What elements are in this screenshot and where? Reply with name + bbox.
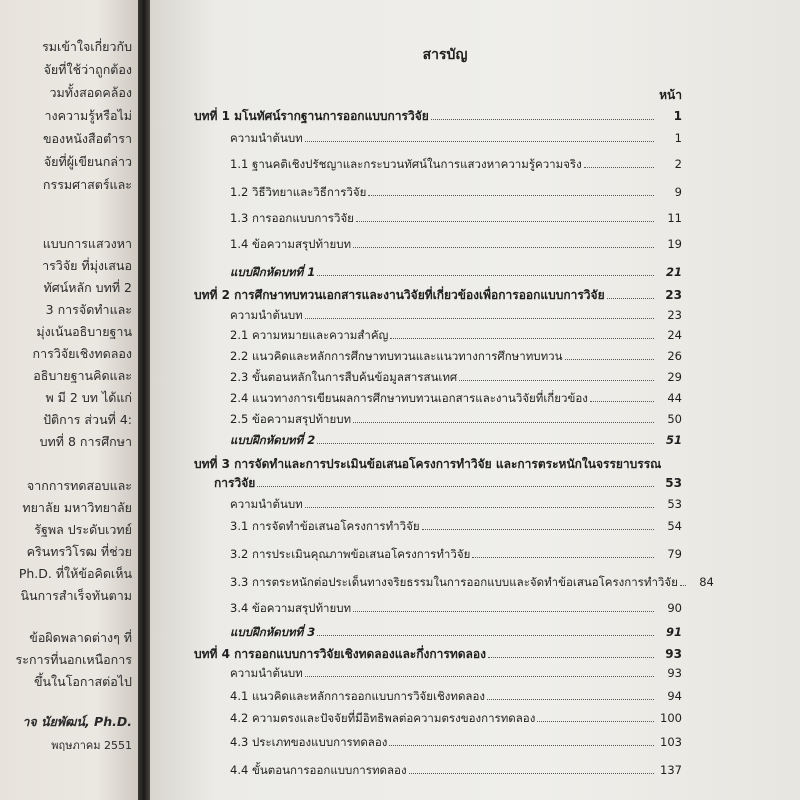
toc-item[interactable] [230,390,682,406]
left-text-line: รมเข้าใจเกี่ยวกับ [42,39,132,54]
page-title: สารบัญ [422,47,468,63]
toc-page-number: 19 [667,237,682,251]
toc-section-number: 2.3 [230,370,249,384]
toc-label [230,156,582,172]
toc-item[interactable] [230,307,682,323]
dot-leader [584,167,654,168]
dot-leader [537,721,654,722]
toc-label [230,496,303,512]
toc-item[interactable] [230,710,682,726]
toc-label [230,327,388,343]
toc-label-text: ความนำต้นบท [230,131,303,145]
toc-page-number: 1 [674,131,682,145]
dot-leader [607,298,654,299]
toc-label [230,184,366,200]
toc-label-text: แบบฝึกหัดบทที่ 2 [230,433,316,447]
toc-label-text: ข้อความสรุปท้ายบท [252,237,352,251]
toc-label-text: การออกแบบการวิจัย [252,211,354,225]
left-text-line: วมทั้งสอดคล้อง [49,85,132,100]
left-text-line: จัยที่ผู้เขียนกล่าว [43,154,132,169]
dot-leader [257,486,654,487]
left-text-line: ทยาลัย มหาวิทยาลัย [22,500,132,515]
left-text-line: แบบการแสวงหา [42,236,132,251]
toc-page-number: 11 [667,211,682,225]
toc-chapter-heading: บทที่ 3 การจัดทำและการประเมินข้อเสนอโครงการทำวิจัย และการตระหนักในจรรยาบรรณ [194,457,662,471]
toc-page-number: 23 [667,308,682,322]
toc-item[interactable] [230,762,682,778]
left-text-line: ารวิจัย ที่มุ่งเสนอ [42,258,132,273]
left-text-line: ขึ้นในโอกาสต่อไป [33,674,132,689]
toc-page-number: 100 [660,711,682,725]
left-text-line: รัฐพล ประดับเวทย์ [34,522,132,537]
toc-chapter-heading[interactable] [214,475,682,491]
toc-label-text: บทที่ 4 การออกแบบการวิจัยเชิงทดลองและกึ่งการทดลอง [194,647,486,661]
toc-label-text: การตระหนักต่อประเด็นทางจริยธรรมในการออกแบบและจัดทำข้อเสนอโครงการทำวิจัย [252,575,678,589]
toc-label [230,574,678,590]
toc-label-text: ความหมายและความสำคัญ [252,328,389,342]
left-text-line: พ มี 2 บท ได้แก่ [45,390,132,405]
toc-page-number: 93 [667,666,682,680]
toc-page-number: 53 [667,497,682,511]
left-text-line: ของหนังสือตำรา [42,131,132,146]
dot-leader [305,507,654,508]
dot-leader [353,247,654,248]
toc-page-number: 90 [667,601,682,615]
toc-section-number: 3.3 [230,575,249,589]
book-gutter [138,0,150,800]
left-text-line: ปัติการ ส่วนที่ 4: [43,412,132,427]
toc-label-text: แนวคิดและหลักการออกแบบการวิจัยเชิงทดลอง [252,689,486,703]
toc-item[interactable] [230,600,682,616]
toc-label-text: การประเมินคุณภาพข้อเสนอโครงการทำวิจัย [252,547,471,561]
toc-item[interactable] [230,236,682,252]
toc-section-number: 1.3 [230,211,249,225]
toc-section-number: 2.5 [230,412,249,426]
toc-label [230,518,420,534]
toc-label [230,432,315,448]
toc-item[interactable] [230,210,682,226]
toc-section-number: 1.1 [230,157,249,171]
toc-label-text: การวิจัย [214,476,256,490]
toc-page-number: 1 [673,109,682,123]
toc-page-number: 51 [665,433,682,447]
toc-label [194,646,486,662]
toc-label-text: ความนำต้นบท [230,497,303,511]
dot-leader [459,380,654,381]
left-text-line: การวิจัยเชิงทดลอง [32,346,132,361]
left-text-line: มุ่งเน้นอธิบายฐาน [36,324,132,339]
toc-item[interactable] [230,184,682,200]
toc-page-number: 2 [674,157,682,171]
toc-chapter-heading[interactable] [194,287,682,303]
toc-item[interactable] [230,688,682,704]
dot-leader [317,443,654,444]
toc-item[interactable] [230,327,682,343]
left-text-line: บทที่ 8 การศึกษา [39,434,132,449]
toc-label-text: ฐานคติเชิงปรัชญาและกระบวนทัศน์ในการแสวงหาความรู้ความจริง [252,157,582,171]
toc-section-number: 2.4 [230,391,249,405]
toc-label [230,369,457,385]
dot-leader [590,401,654,402]
left-text-line: กรรมศาสตร์และ [42,177,132,192]
toc-item[interactable] [230,518,682,534]
toc-page-number: 94 [667,689,682,703]
toc-label-text: แบบฝึกหัดบทที่ 3 [230,625,316,639]
dot-leader [305,141,654,142]
toc-label-text: แนวทางการเขียนผลการศึกษาทบทวนเอกสารและงานวิจัยที่เกี่ยวข้อง [252,391,588,405]
toc-chapter-heading[interactable] [194,646,682,662]
left-text-line: ระการที่นอกเหนือการ [15,652,132,667]
toc-section-number: 4.3 [230,735,249,749]
toc-label [230,348,563,364]
toc-label [230,130,303,146]
dot-leader [390,338,654,339]
toc-page-number: 53 [665,476,682,490]
toc-exercise[interactable] [230,264,682,280]
dot-leader [317,635,654,636]
dot-leader [305,676,654,677]
toc-label-text: แบบฝึกหัดบทที่ 1 [230,265,316,279]
dot-leader [317,275,654,276]
left-text-line: ข้อผิดพลาดต่างๆ ที่ [29,630,132,645]
toc-label [230,390,588,406]
toc-page-number: 137 [660,763,682,777]
dot-leader [680,585,686,586]
toc-exercise[interactable] [230,624,682,640]
left-page [0,0,138,800]
toc-label [230,236,351,252]
toc-label [194,287,605,303]
toc-section-number: 1.4 [230,237,249,251]
toc-label [230,210,354,226]
dot-leader [368,195,654,196]
left-text-line: ทัศน์หลัก บทที่ 2 [43,280,132,295]
dot-leader [431,119,654,120]
toc-label-text: ขั้นตอนหลักในการสืบค้นข้อมูลสารสนเทศ [252,370,458,384]
right-page [150,0,800,800]
toc-label-text: ขั้นตอนการออกแบบการทดลอง [252,763,407,777]
dot-leader [389,745,654,746]
toc-page-number: 26 [667,349,682,363]
toc-label-text: แนวคิดและหลักการศึกษาทบทวนและแนวทางการศึกษาทบทวน [252,349,563,363]
toc-label [230,600,351,616]
toc-page-number: 29 [667,370,682,384]
toc-label-text: ความตรงและปัจจัยที่มีอิทธิพลต่อความตรงของการทดลอง [252,711,536,725]
toc-page-number: 24 [667,328,682,342]
toc-label [230,665,303,681]
toc-item[interactable] [230,156,682,172]
toc-label-text: ความนำต้นบท [230,666,303,680]
toc-page-number: 91 [665,625,682,639]
author-signature-line: าจ นัยพัฒน์, Ph.D. [22,714,132,729]
dot-leader [422,529,654,530]
left-text-line: อธิบายฐานคิดและ [33,368,132,383]
toc-label [230,624,315,640]
left-text-line: างความรู้หรือไม่ [44,108,132,123]
dot-leader [356,221,654,222]
toc-item[interactable] [230,574,714,590]
toc-item[interactable] [230,734,682,750]
toc-label [194,108,429,124]
toc-item[interactable] [230,665,682,681]
left-text-line: จากการทดสอบและ [26,478,132,493]
toc-page-number: 50 [667,412,682,426]
toc-section-number: 2.2 [230,349,249,363]
dot-leader [487,699,654,700]
toc-page-number: 79 [667,547,682,561]
toc-item[interactable] [230,496,682,512]
dot-leader [409,773,654,774]
toc-page-number: 84 [699,575,714,589]
dot-leader [565,359,655,360]
toc-exercise[interactable] [230,432,682,448]
toc-label-text: ข้อความสรุปท้ายบท [252,601,352,615]
toc-label [230,710,535,726]
toc-label-text: บทที่ 1 มโนทัศน์รากฐานการออกแบบการวิจัย [194,109,429,123]
toc-section-number: 4.4 [230,763,249,777]
toc-item[interactable] [230,546,682,562]
toc-section-number: 2.1 [230,328,249,342]
left-text-line: นินการสำเร็จทันตาม [20,588,132,603]
dot-leader [353,422,654,423]
dot-leader [305,318,654,319]
toc-label-text: การจัดทำข้อเสนอโครงการทำวิจัย [252,519,420,533]
toc-label [230,264,315,280]
left-text-line: Ph.D. ที่ให้ข้อคิดเห็น [18,566,132,581]
dot-leader [353,611,654,612]
toc-chapter-heading[interactable] [194,108,682,124]
toc-item[interactable] [230,411,682,427]
toc-section-number: 3.1 [230,519,249,533]
toc-label-text: วิธีวิทยาและวิธีการวิจัย [252,185,367,199]
toc-label [230,411,351,427]
left-text-line: ครินทรวิโรฒ ที่ช่วย [26,544,132,559]
toc-item[interactable] [230,369,682,385]
toc-label [230,307,303,323]
toc-label [230,688,485,704]
left-text-line: 3 การจัดทำและ [45,302,132,317]
toc-label-text: บทที่ 2 การศึกษาทบทวนเอกสารและงานวิจัยที่เกี่ยวข้องเพื่อการออกแบบการวิจัย [194,288,605,302]
dot-leader [472,557,654,558]
toc-page-number: 23 [665,288,682,302]
date-line: พฤษภาคม 2551 [51,739,132,752]
toc-label-text: ข้อความสรุปท้ายบท [252,412,352,426]
toc-label-text: ความนำต้นบท [230,308,303,322]
toc-label [230,546,470,562]
toc-item[interactable] [230,130,682,146]
left-text-line: จัยที่ใช้ว่าถูกต้อง [43,62,132,77]
toc-label [214,475,255,491]
page-column-header: หน้า [659,88,682,102]
toc-page-number: 54 [667,519,682,533]
toc-label [230,762,407,778]
toc-page-number: 103 [660,735,682,749]
toc-section-number: 3.4 [230,601,249,615]
toc-page-number: 93 [665,647,682,661]
toc-section-number: 4.1 [230,689,249,703]
dot-leader [488,657,654,658]
toc-page-number: 44 [667,391,682,405]
toc-label-text: ประเภทของแบบการทดลอง [252,735,388,749]
toc-section-number: 1.2 [230,185,249,199]
toc-label [230,734,387,750]
toc-item[interactable] [230,348,682,364]
toc-section-number: 3.2 [230,547,249,561]
toc-page-number: 9 [674,185,682,199]
toc-page-number: 21 [665,265,682,279]
toc-section-number: 4.2 [230,711,249,725]
